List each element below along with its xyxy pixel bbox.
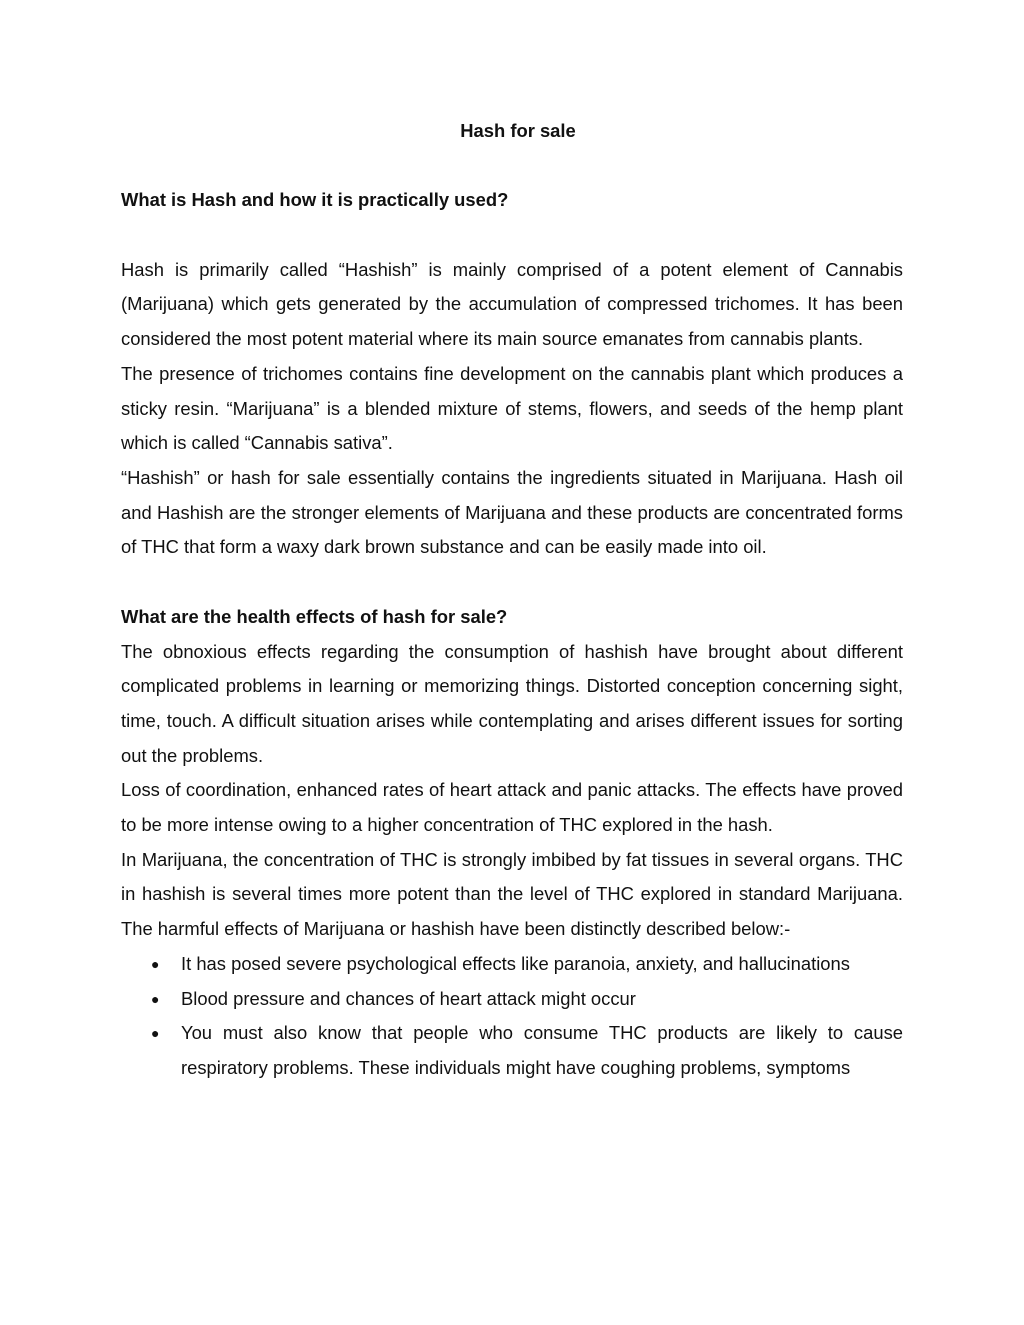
list-item-text: Blood pressure and chances of heart attack might occur	[181, 987, 636, 1009]
list-item	[121, 947, 903, 982]
effects-list	[121, 947, 903, 1086]
list-item-text: You must also know that people who consume THC products are likely to cause respiratory problems. These individuals might have coughing problems, symptoms	[181, 1022, 903, 1078]
paragraph: Hash is primarily called “Hashish” is mainly comprised of a potent element of Cannabis (Marijuana) which gets generated by the accumulation of compressed trichomes. It has been considered the most potent material where its main source emanates from cannabis plants.	[121, 258, 903, 350]
spacer	[121, 218, 903, 253]
list-item-text: It has posed severe psychological effects like paranoia, anxiety, and hallucinations	[181, 952, 850, 974]
paragraph: In Marijuana, the concentration of THC is strongly imbibed by fat tissues in several organs. THC in hashish is several times more potent than the level of THC explored in standard Marijuana. The harmful effects of Marijuana or hashish have been distinctly described below:-	[121, 848, 903, 940]
list-item	[121, 982, 903, 1017]
section-heading-health-effects: What are the health effects of hash for sale?	[121, 605, 508, 627]
paragraph: “Hashish” or hash for sale essentially contains the ingredients situated in Marijuana. Hash oil and Hashish are the stronger elements of Marijuana and these products are concentrated forms of THC that form a waxy dark brown substance and can be easily made into oil.	[121, 467, 903, 558]
spacer	[121, 565, 903, 600]
document-page	[121, 114, 903, 1086]
paragraph: The presence of trichomes contains fine development on the cannabis plant which produces a sticky resin. “Marijuana” is a blended mixture of stems, flowers, and seeds of the hemp plant which is called “Cannabis sativa”.	[121, 362, 903, 454]
bullet-icon: ●	[151, 990, 160, 1007]
spacer	[121, 149, 903, 184]
bullet-icon: ●	[151, 955, 160, 972]
paragraph: Loss of coordination, enhanced rates of heart attack and panic attacks. The effects have proved to be more intense owing to a higher concentration of THC explored in the hash.	[121, 779, 903, 836]
list-item	[121, 1016, 903, 1085]
section-heading-what-is-hash: What is Hash and how it is practically used?	[121, 189, 509, 211]
document-title: Hash for sale	[460, 120, 576, 141]
paragraph: The obnoxious effects regarding the consumption of hashish have brought about different complicated problems in learning or memorizing things. Distorted conception concerning sight, time, touch. A difficult situation arises while contemplating and arises different issues for sorting out the problems.	[121, 640, 903, 766]
bullet-icon: ●	[151, 1025, 160, 1042]
